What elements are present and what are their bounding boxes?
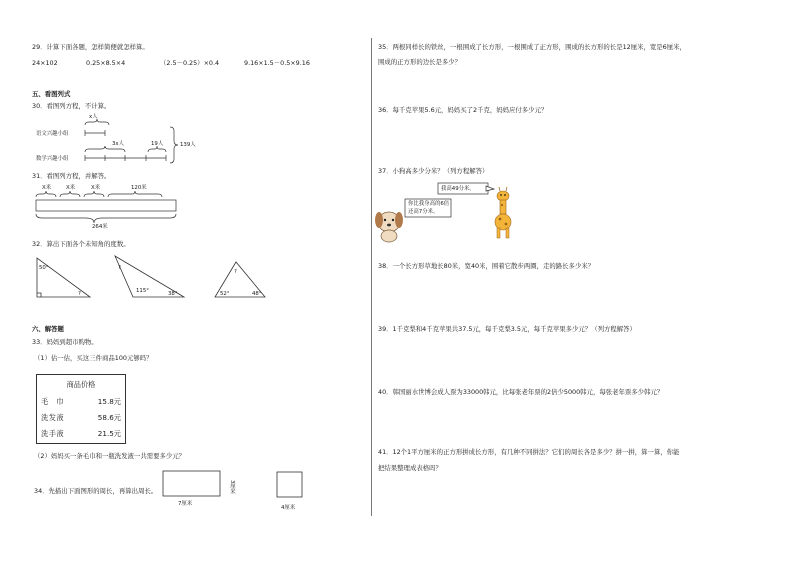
q30-label-19: 19人 xyxy=(151,141,164,147)
q33-item-name: 毛 巾 xyxy=(41,397,65,406)
q32-t2-angle-a: 115° xyxy=(136,288,149,294)
q33-sub-1: （1）估一估，买这三件商品100元够吗？ xyxy=(34,354,153,362)
q40-text: 40．韩国丽水世博会成人票为33000韩元，比每张老年票的2倍少5000韩元，每张老年票多少韩元？ xyxy=(378,388,664,396)
q32-t2-angle-b: 38° xyxy=(168,291,178,297)
q30-label-3x: 3x人 xyxy=(112,141,125,147)
q31-seg-4: 120米 xyxy=(131,185,147,191)
q33-item-price: 21.5元 xyxy=(97,429,121,438)
q29-expr-3: （2.5－0.25）×0.4 xyxy=(160,59,220,67)
q30-label-total: 139人 xyxy=(180,142,196,148)
q33-sub-2: （2）妈妈买一条毛巾和一瓶洗发液一共需要多少元？ xyxy=(34,452,186,460)
q29-expr-1: 24×102 xyxy=(32,59,58,67)
dog-icon xyxy=(375,212,403,242)
q32-t2-angle-c: ? xyxy=(118,265,121,271)
q34-rect-height: 3厘米 xyxy=(229,480,235,495)
q36-text: 36．每千克苹果5.6元，妈妈买了2千克，妈妈应付多少元？ xyxy=(378,106,548,114)
q32-t3-angle-c: 48° xyxy=(252,291,262,297)
q31-title: 31．看图列方程，并解答。 xyxy=(32,172,111,180)
q31-total: 264米 xyxy=(92,224,108,230)
q33-title: 33．妈妈到超市购物。 xyxy=(32,338,98,346)
q32-t3-angle-b: 52° xyxy=(220,291,230,297)
q31-seg-2: X米 xyxy=(66,185,76,191)
q29-expr-2: 0.25×8.5×4 xyxy=(86,59,126,67)
q37-dog-speech-1: 你比我身高的6倍 xyxy=(408,201,450,207)
q32-t1-angle-b: ? xyxy=(78,291,81,297)
q37-dog-speech-2: 还高7分米。 xyxy=(408,209,439,215)
section-6-heading: 六、解答题 xyxy=(32,325,64,333)
q39-text: 39．1千克梨和4千克苹果共37.5元，每千克梨3.5元，每千克苹果多少元？（列方程解答） xyxy=(378,325,636,333)
q33-item-name: 洗发液 xyxy=(41,413,65,422)
q30-row1-label: 语文兴趣小组 xyxy=(36,131,69,137)
q32-t3-angle-a: ? xyxy=(234,269,237,275)
q41-line-1: 41．12个1平方厘米的正方形拼成长方形，有几种不同拼法？它们的周长各是多少？拼一拼，算一算，你能 xyxy=(378,448,680,456)
q33-item-price: 15.8元 xyxy=(97,397,121,406)
q34-rect-width: 7厘米 xyxy=(178,501,193,507)
q29-title: 29．计算下面各题，怎样简便就怎样算。 xyxy=(32,43,149,51)
q32-title: 32．算出下面各个未知角的度数。 xyxy=(32,240,130,248)
q41-line-2: 把结果整理成表格吗？ xyxy=(378,464,442,472)
q37-giraffe-bubble-tail xyxy=(486,186,494,191)
q33-item-name: 洗手液 xyxy=(41,429,65,438)
q33-item-price: 58.6元 xyxy=(97,413,121,422)
q38-text: 38．一个长方形草地长80米，宽40米，围着它散步两圈，走的路长多少米？ xyxy=(378,262,595,270)
q30-label-x: x人 xyxy=(89,114,98,120)
q33-price-table-title: 商品价格 xyxy=(66,380,96,389)
q30-title: 30．看图列方程，不计算。 xyxy=(32,102,111,110)
q29-expr-4: 9.16×1.5－0.5×9.16 xyxy=(244,59,310,67)
q35-line-2: 围成的正方形的边长是多少？ xyxy=(378,58,462,66)
q34-square-side: 4厘米 xyxy=(281,505,296,511)
q37-giraffe-speech: 我高49分米。 xyxy=(441,186,475,192)
q34-title: 34．先描出下面图形的周长，再算出周长。 xyxy=(34,487,158,495)
q35-line-1: 35．两根同样长的铁丝，一根围成了长方形，一根围成了正方形，围成的长方形的长是12厘米，宽是6厘米， xyxy=(378,43,686,51)
section-5-heading: 五、看图列式 xyxy=(32,90,71,98)
q31-seg-1: X米 xyxy=(42,185,52,191)
q37-title: 37．小狗高多少分米？（列方程解答） xyxy=(378,167,489,175)
q31-seg-3: X米 xyxy=(91,185,101,191)
q32-t1-angle-a: 50° xyxy=(39,265,49,271)
giraffe-icon xyxy=(495,187,511,238)
q30-row2-label: 数学兴趣小组 xyxy=(36,156,69,162)
